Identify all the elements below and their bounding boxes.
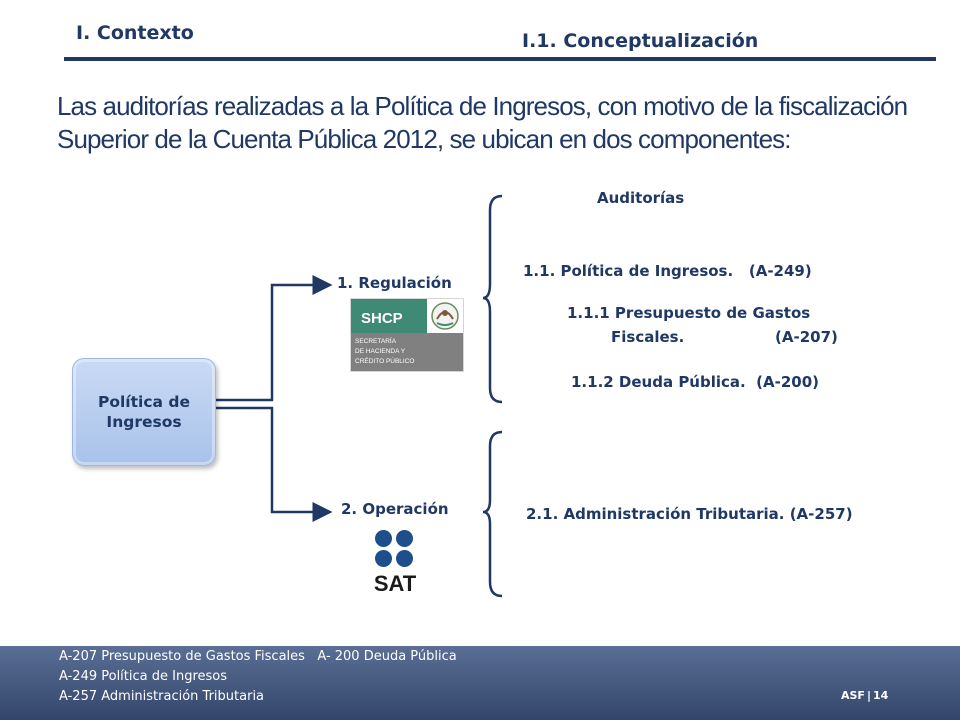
politica-ingresos-label: Política de Ingresos [97, 393, 190, 431]
shcp-line-1: SECRETARÍA [355, 338, 397, 345]
intro-paragraph: Las auditorías realizadas a la Política de Ingresos, con motivo de la fiscalización Superior de la Cuenta Pública 2012, se ubican en dos componentes: [57, 91, 908, 154]
legend-line-3: A-257 Administración Tributaria [59, 689, 265, 704]
brace-regulacion [483, 196, 502, 402]
subsection-title: I.1. Conceptualización [522, 30, 759, 52]
shcp-acronym: SHCP [361, 310, 403, 327]
sat-logo [358, 528, 434, 596]
brace-operacion [483, 432, 502, 596]
audit-presupuesto-gastos-code: (A-207) [775, 328, 838, 346]
eagle-emblem-icon [432, 303, 458, 329]
footer-legend [59, 647, 457, 707]
page-marker [841, 689, 888, 702]
page-separator: | [866, 689, 871, 702]
regulacion-label: 1. Regulación [337, 274, 452, 292]
legend-line-2: A-249 Política de Ingresos [59, 669, 228, 684]
shcp-line-2: DE HACIENDA Y [355, 348, 406, 355]
shcp-logo [350, 298, 464, 372]
sat-wordmark: SAT [373, 571, 417, 596]
audit-administracion-tributaria: 2.1. Administración Tributaria. (A-257) [526, 505, 853, 523]
page-number: 14 [872, 689, 889, 702]
sat-dots-icon [375, 530, 413, 567]
audit-presupuesto-gastos-line1: 1.1.1 Presupuesto de Gastos [567, 304, 811, 322]
connector-to-regulacion [214, 285, 330, 400]
audit-deuda-publica: 1.1.2 Deuda Pública. (A-200) [571, 373, 820, 391]
section-title: I. Contexto [76, 22, 194, 44]
org-acronym: ASF [841, 689, 865, 702]
audit-politica-ingresos: 1.1. Política de Ingresos. (A-249) [523, 262, 812, 280]
auditorias-heading: Auditorías [597, 189, 685, 207]
politica-ingresos-node [72, 358, 216, 466]
audit-presupuesto-gastos-line2: Fiscales. [611, 328, 685, 346]
legend-line-1: A-207 Presupuesto de Gastos Fiscales A- 200 Deuda Pública [59, 649, 457, 664]
operacion-label: 2. Operación [341, 500, 449, 518]
shcp-line-3: CRÉDITO PÚBLICO [355, 358, 415, 365]
connector-to-operacion [214, 408, 330, 512]
